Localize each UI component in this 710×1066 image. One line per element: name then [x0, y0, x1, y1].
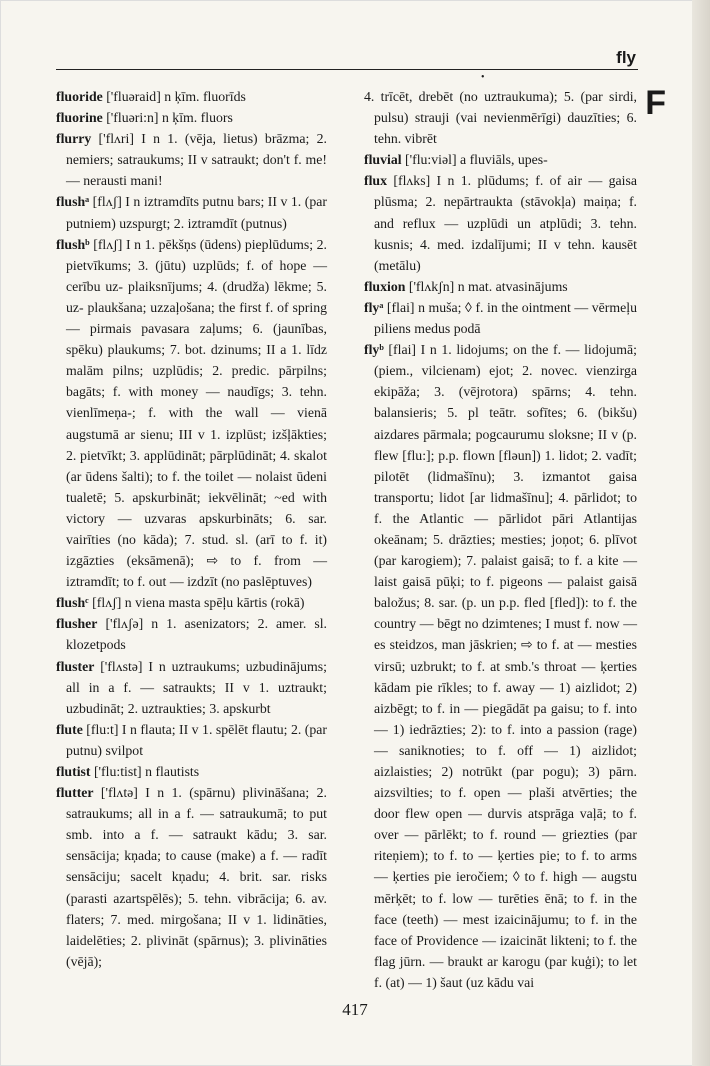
entry-line: spring — pirmais pavasara zaļums; [66, 299, 327, 337]
entry-line: 8. sar. (p. un p.p. fled [fled]): to f. the [424, 595, 637, 611]
dictionary-entry [364, 276, 637, 297]
entry-line: flutist ['flu:tist] n flautists [56, 764, 200, 779]
entry-line: p.p. flown [fləun]) 1. lidot; 2. vadīt; pilotēt [374, 447, 637, 484]
entry-line: plaiksnījums; 4. (drudža) lēkme; 5. uz- [66, 278, 328, 315]
entry-line: 3. tehn. kusnis; 4. med. izdalījumi; II v [374, 215, 637, 252]
entry-line: 2. plivināt (spārnus); 3. plivināties (vējā); [66, 932, 328, 969]
entry-line: pieplūdums; 2. pietvīkums; 3. (jūtu) [66, 236, 328, 273]
entry-line: 2. (par putnu) svilpot [66, 721, 328, 758]
entry-line: flushᵃ [flʌʃ] I n iztramdīts putnu bars; II v [56, 194, 288, 210]
entry-line: f. and reflux — uzplūdi un atplūdi; [374, 194, 637, 231]
entry-line: pogcaurumu sloksne; II v (p. flew [flu:]; [374, 426, 638, 463]
entry-line: f. the flag jūrn. — braukt ar karogu (par [374, 932, 637, 969]
entry-line: flutter ['flʌtə] I n 1. (spārnu) plivināšana; [56, 785, 310, 801]
entry-line: tualetē; 5. apskurbināt; iekvēlināt; ~ed with [66, 489, 327, 505]
entry-line: kuģi); to let f. (at) — 1) šaut (uz kādu vai [374, 953, 637, 990]
dictionary-entry [364, 339, 637, 993]
entry-line: fluorine ['fluəri:n] n ķīm. fluors [56, 110, 233, 126]
dictionary-entry [56, 234, 327, 593]
entry-line: dzinums; II a 1. līdz malām pilns; uzplūdis; [66, 342, 328, 379]
entry-line: f. in — piegādāt pa gaisu; to f. into — 1) [374, 700, 637, 737]
entry-line: klozetpods [66, 637, 126, 653]
entry-line: 3. apskurbt [209, 700, 271, 716]
entry-line: f. now — es steidzos, man jāskrien; ⇨ to [374, 616, 638, 653]
entry-line: fluxion ['flʌkʃn] n mat. atvasinājums [364, 278, 568, 294]
right-column [364, 86, 637, 993]
entry-line: lidot [ar lidmašīnu]; 4. pārlidot; to f. the [374, 489, 637, 526]
entry-line: 5. tehn. vibrācija; 6. av. flaters; 7. med. [66, 890, 328, 927]
entry-line: country — bēgt no dzimtenes; I must [374, 616, 581, 632]
entry-line: atvērties; the door flew open — durvis [374, 785, 638, 822]
dictionary-entry [56, 719, 327, 761]
entry-line: 6. (jaunības, spēku) plaukums; 7. bot. [66, 321, 328, 358]
left-column [56, 86, 327, 972]
entry-line: plaukšana; uzzaļošana; the first f. of [87, 299, 289, 315]
entry-line: 3. sar. sensācija; kņada; to cause (make) a [66, 827, 328, 864]
entry-line: flyᵇ [flai] I n 1. lidojums; on the f. — [364, 342, 580, 358]
entry-line: flux [flʌks] I n 1. plūdums; f. of air — gaisa [364, 173, 637, 189]
entry-line: flurry ['flʌri] I n 1. (vēja, lietus) brāzma; [56, 131, 310, 147]
header-dot: • [481, 72, 485, 83]
dictionary-entry [364, 86, 637, 149]
entry-line: lidojumā; (piem., vilcienam) ejot; [374, 342, 637, 379]
entry-line: f. at — mesties virsū; uzbrukt; to f. at [374, 637, 637, 674]
entry-line: 2. novec. vienzirga ekipāža; 3. (vējrotora) [374, 363, 638, 400]
entry-line: f. with the wall — vienā augstumā ar [66, 405, 327, 442]
entry-line: uzbudinājums; all in a f. — satraukts; II v [66, 658, 327, 695]
dictionary-entry [56, 782, 327, 972]
entry-line: (putnus) [240, 215, 287, 231]
entry-line: fluster ['flʌstə] I n uztraukums; [56, 658, 240, 674]
running-head: fly [616, 48, 636, 67]
entry-line: to f. low — turēties ēnā; to f. in the face [374, 890, 637, 927]
entry-line: 4. trīcēt, drebēt (no uztraukuma); 5. (par [364, 89, 603, 104]
entry-line: Atlantic — pārlidot pāri Atlantijas [419, 510, 637, 526]
entry-line: f. — radīt sensāciju; sacelt kņadu; [66, 848, 328, 885]
dictionary-entry [56, 592, 327, 613]
dictionary-entry [56, 128, 327, 191]
entry-line: victory — uzvaras apskurbināts; [66, 510, 273, 526]
entry-line: fluvial ['flu:viəl] a fluviāls, upes- [364, 152, 548, 168]
entry-line: 3. applūdināt; pārplūdināt; 4. skalot (ar [66, 447, 327, 484]
page-number: 417 [342, 1000, 368, 1019]
entry-line: smb.'s throat — ķerties kādam pie rīkles; [374, 658, 638, 695]
entry-line: ūdens šalti); to f. the toilet — nolaist ūdeni [85, 468, 327, 484]
dictionary-entry [56, 613, 327, 655]
dictionary-entry [56, 761, 327, 782]
dictionary-entry [56, 107, 327, 128]
dictionary-entry [56, 656, 327, 719]
dictionary-entry [56, 191, 327, 233]
entry-line: flusher ['flʌʃə] n 1. asenizators; 2. amer. sl. [56, 616, 327, 632]
entry-line: saniknoties; to f. off — 1) aizlidot; [398, 742, 637, 758]
entry-line: from — iztramdīt; to f. out — izdzīt (no [66, 553, 328, 590]
entry-line: (teeth) — mest izaicinājumu; to f. in the [402, 911, 637, 927]
entry-line: f. round — griezties (par riteņiem); to f. [374, 827, 637, 864]
entry-line: plūsma; 2. nepārtraukta (stāvokļa) maiņa; [374, 194, 622, 210]
entry-line: tehn. kausēt (metālu) [374, 236, 638, 273]
entry-line: sirdi, pulsu) strauji (vai nevienmērīgi) [374, 89, 638, 126]
entry-line: flushᵇ [flʌʃ] I n 1. pēkšņs (ūdens) [56, 236, 242, 252]
entry-line: 1. (par putniem) uzspurgt; 2. iztramdīt [66, 194, 327, 231]
entry-line: pārn. aizsvilties; to f. open — plaši [374, 764, 637, 801]
entry-line: dauzīties; 6. tehn. vibrēt [374, 110, 637, 147]
dictionary-entry [364, 149, 637, 170]
entry-line: 2. nemiers; satraukums; II v satraukt; don't [66, 131, 327, 168]
entry-line: pie ieročiem; ◊ to f. high — augstu mērķēt; [374, 869, 637, 906]
entry-line: (lidmašīnu); 3. izmantot gaisa transportu; [374, 468, 637, 505]
entry-line: f. me! — nerausti mani! [66, 152, 327, 189]
entry-line: aizlaisties; 2) notrūkt (par pogu); 3) [374, 764, 600, 779]
entry-line: sofītes; 6. (bikšu) aizdares pārmala; [374, 405, 637, 442]
entry-line: put smb. into a f. — satraukt kādu; [66, 806, 328, 843]
entry-line: to f. away — 1) aizlidot; 2) aizbēgt; to [374, 679, 638, 716]
dictionary-entry [364, 297, 637, 339]
entry-line: 1. uztraukt; uzbudināt; 2. uztraukties; [66, 679, 327, 716]
entry-line: sienu; III v 1. izplūst; izšļākties; 2. pietvīkt; [66, 426, 327, 463]
header-rule [56, 69, 638, 70]
entry-line: 4. brit. sar. risks (parasti azartspēlēs); [66, 869, 328, 906]
entry-line: to f. it) izgāzties (eksāmenā); ⇨ to f. [66, 531, 328, 569]
entry-line: mirgošana; II v 1. lidināties, laidelēties; [66, 911, 327, 948]
entry-line: vērmeļu piliens medus podā [374, 299, 637, 337]
entry-line: paslēptuves) [243, 574, 312, 590]
entry-line: spārns; 4. tehn. balansieris; 5. pl teātr. [374, 384, 637, 421]
entry-line: flyᵃ [flai] n muša; ◊ f. in the ointment — [364, 299, 589, 315]
page-edge [692, 0, 710, 1066]
entry-line: atsprāga vaļā; to f. over — pārlēkt; to [374, 806, 637, 843]
entry-line: uzplūds; f. of hope — cerību uz- [66, 257, 328, 294]
section-letter: F [645, 84, 666, 122]
entry-line: 6. plīvot (par karogiem); 7. palaist gaisā; to [374, 531, 637, 569]
entry-line: 2. satraukums; all in a f. — satraukumā; to [66, 785, 328, 822]
entry-line: f. a kite — laist gaisā pūķi; to f. [374, 553, 637, 590]
dictionary-entry [56, 86, 327, 107]
dictionary-entry [364, 170, 637, 275]
entry-line: fluoride ['fluəraid] n ķīm. fluorīds [56, 89, 246, 104]
entry-line: pigeons — palaist gaisā baložus; [374, 574, 638, 611]
entry-line: 6. sar. vairīties (no kāda); 7. stud. sl. (arī [66, 510, 327, 547]
entry-line: face of Providence — izaicināt likteni; to [374, 932, 605, 948]
entry-line: 2. predic. pārpilns; bagāts; f. with [66, 363, 328, 400]
entry-line: iedrāzties; 2): to f. into a passion (rage) — [374, 721, 637, 758]
entry-line: money — naudīgs; 3. tehn. vienlīmeņa-; [66, 384, 327, 421]
entry-line: to — ķerties pie; to f. to arms — ķerties [374, 848, 638, 885]
entry-line: flute [flu:t] I n flauta; II v 1. spēlēt flautu; [56, 721, 288, 737]
entry-line: flushᶜ [flʌʃ] n viena masta spēļu kārtis (rokā) [56, 595, 305, 611]
entry-line: okeānam; 5. drāzties; mesties; joņot; [374, 531, 584, 547]
